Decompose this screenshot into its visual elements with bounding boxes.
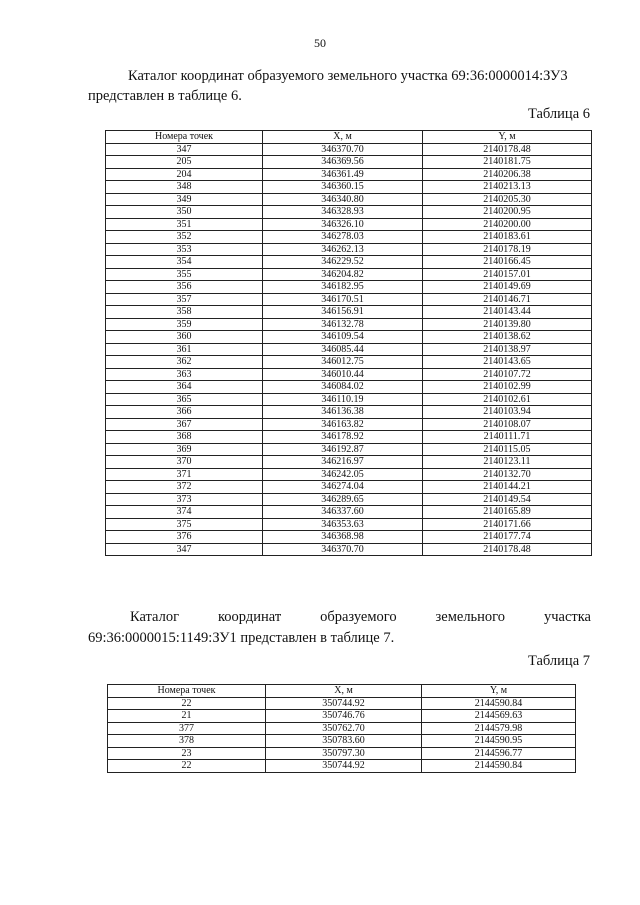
table-row [106,506,592,519]
coordinates-table-7 [107,684,576,773]
x-coordinate-cell: 350744.92 [266,697,422,710]
x-coordinate-cell: 346353.63 [263,518,423,531]
point-number-cell: 364 [106,381,263,394]
point-number-cell: 355 [106,268,263,281]
table-row [106,181,592,194]
x-coordinate-cell: 350783.60 [266,735,422,748]
table-header-row [106,131,592,144]
table-row [106,206,592,219]
y-coordinate-cell: 2144579.98 [422,722,576,735]
x-coordinate-cell: 346110.19 [263,393,423,406]
header-x: X, м [263,131,423,144]
y-coordinate-cell: 2140183.61 [423,231,592,244]
table-row [108,710,576,723]
x-coordinate-cell: 346370.70 [263,543,423,556]
table-row [106,468,592,481]
y-coordinate-cell: 2140178.48 [423,543,592,556]
point-number-cell: 22 [108,760,266,773]
x-coordinate-cell: 346262.13 [263,243,423,256]
point-number-cell: 347 [106,143,263,156]
x-coordinate-cell: 346109.54 [263,331,423,344]
section7-intro-line2: 69:36:0000015:1149:ЗУ1 представлен в таблице 7. [88,630,395,646]
point-number-cell: 366 [106,406,263,419]
y-coordinate-cell: 2140178.48 [423,143,592,156]
table-row [106,443,592,456]
x-coordinate-cell: 346136.38 [263,406,423,419]
y-coordinate-cell: 2140144.21 [423,481,592,494]
point-number-cell: 354 [106,256,263,269]
y-coordinate-cell: 2140206.38 [423,168,592,181]
table7-caption: Таблица 7 [527,653,590,669]
table6-body [106,143,592,556]
table-row [106,281,592,294]
point-number-cell: 361 [106,343,263,356]
section6-intro-line2: представлен в таблице 6. [88,88,242,104]
x-coordinate-cell: 346204.82 [263,268,423,281]
y-coordinate-cell: 2144590.95 [422,735,576,748]
point-number-cell: 351 [106,218,263,231]
y-coordinate-cell: 2140102.61 [423,393,592,406]
table-row [106,543,592,556]
y-coordinate-cell: 2140138.97 [423,343,592,356]
table-row [106,343,592,356]
table-row [106,531,592,544]
point-number-cell: 352 [106,231,263,244]
x-coordinate-cell: 346010.44 [263,368,423,381]
table-row [106,256,592,269]
table-row [106,493,592,506]
intro-word: земельного [435,609,506,625]
point-number-cell: 359 [106,318,263,331]
coordinates-table-6 [105,130,592,556]
y-coordinate-cell: 2140200.00 [423,218,592,231]
table-row [106,268,592,281]
point-number-cell: 371 [106,468,263,481]
y-coordinate-cell: 2140111.71 [423,431,592,444]
point-number-cell: 348 [106,181,263,194]
table-row [106,431,592,444]
header-y: Y, м [422,685,576,698]
y-coordinate-cell: 2140132.70 [423,468,592,481]
y-coordinate-cell: 2140149.54 [423,493,592,506]
y-coordinate-cell: 2140143.44 [423,306,592,319]
y-coordinate-cell: 2140157.01 [423,268,592,281]
x-coordinate-cell: 346178.92 [263,431,423,444]
point-number-cell: 370 [106,456,263,469]
y-coordinate-cell: 2144590.84 [422,760,576,773]
point-number-cell: 367 [106,418,263,431]
point-number-cell: 204 [106,168,263,181]
point-number-cell: 377 [108,722,266,735]
point-number-cell: 376 [106,531,263,544]
table-row [106,218,592,231]
x-coordinate-cell: 346369.56 [263,156,423,169]
x-coordinate-cell: 346085.44 [263,343,423,356]
x-coordinate-cell: 346278.03 [263,231,423,244]
y-coordinate-cell: 2140205.30 [423,193,592,206]
table-row [106,368,592,381]
point-number-cell: 362 [106,356,263,369]
table-row [106,306,592,319]
table7-body [108,697,576,772]
header-point-number: Номера точек [106,131,263,144]
point-number-cell: 23 [108,747,266,760]
y-coordinate-cell: 2140181.75 [423,156,592,169]
header-x: X, м [266,685,422,698]
x-coordinate-cell: 346084.02 [263,381,423,394]
table6-caption: Таблица 6 [527,106,590,122]
x-coordinate-cell: 346132.78 [263,318,423,331]
y-coordinate-cell: 2140165.89 [423,506,592,519]
point-number-cell: 375 [106,518,263,531]
table-row [106,456,592,469]
table-row [106,481,592,494]
table-row [106,418,592,431]
x-coordinate-cell: 346361.49 [263,168,423,181]
x-coordinate-cell: 346368.98 [263,531,423,544]
point-number-cell: 349 [106,193,263,206]
y-coordinate-cell: 2140138.62 [423,331,592,344]
x-coordinate-cell: 346337.60 [263,506,423,519]
x-coordinate-cell: 350762.70 [266,722,422,735]
section7-intro-line1 [130,607,591,627]
table-row [108,747,576,760]
table-row [106,406,592,419]
table-row [106,381,592,394]
x-coordinate-cell: 346274.04 [263,481,423,494]
x-coordinate-cell: 346370.70 [263,143,423,156]
point-number-cell: 21 [108,710,266,723]
x-coordinate-cell: 346289.65 [263,493,423,506]
x-coordinate-cell: 346156.91 [263,306,423,319]
y-coordinate-cell: 2140143.65 [423,356,592,369]
point-number-cell: 372 [106,481,263,494]
y-coordinate-cell: 2140177.74 [423,531,592,544]
point-number-cell: 353 [106,243,263,256]
y-coordinate-cell: 2140103.94 [423,406,592,419]
x-coordinate-cell: 346242.05 [263,468,423,481]
point-number-cell: 363 [106,368,263,381]
intro-word: образуемого [320,609,397,625]
table-row [108,760,576,773]
x-coordinate-cell: 346192.87 [263,443,423,456]
y-coordinate-cell: 2140171.66 [423,518,592,531]
intro-word: координат [218,609,282,625]
point-number-cell: 357 [106,293,263,306]
point-number-cell: 205 [106,156,263,169]
intro-word: участка [543,609,591,625]
y-coordinate-cell: 2140200.95 [423,206,592,219]
y-coordinate-cell: 2140107.72 [423,368,592,381]
y-coordinate-cell: 2144569.63 [422,710,576,723]
table-row [108,735,576,748]
table-row [106,356,592,369]
point-number-cell: 356 [106,281,263,294]
x-coordinate-cell: 350797.30 [266,747,422,760]
y-coordinate-cell: 2140115.05 [423,443,592,456]
point-number-cell: 369 [106,443,263,456]
y-coordinate-cell: 2140213.13 [423,181,592,194]
point-number-cell: 373 [106,493,263,506]
y-coordinate-cell: 2140166.45 [423,256,592,269]
table-header-row [108,685,576,698]
y-coordinate-cell: 2140139.80 [423,318,592,331]
y-coordinate-cell: 2140108.07 [423,418,592,431]
table-row [106,231,592,244]
header-y: Y, м [423,131,592,144]
point-number-cell: 22 [108,697,266,710]
header-point-number: Номера точек [108,685,266,698]
point-number-cell: 378 [108,735,266,748]
table-row [106,293,592,306]
y-coordinate-cell: 2144590.84 [422,697,576,710]
table-row [106,518,592,531]
table-row [106,243,592,256]
point-number-cell: 360 [106,331,263,344]
point-number-cell: 350 [106,206,263,219]
point-number-cell: 365 [106,393,263,406]
section6-intro-line1: Каталог координат образуемого земельного участка 69:36:0000014:ЗУ3 [128,68,568,84]
table-row [108,722,576,735]
table-row [106,393,592,406]
table-row [106,168,592,181]
table-row [106,331,592,344]
table-row [106,193,592,206]
y-coordinate-cell: 2144596.77 [422,747,576,760]
page-number: 50 [314,36,326,50]
x-coordinate-cell: 346328.93 [263,206,423,219]
y-coordinate-cell: 2140102.99 [423,381,592,394]
point-number-cell: 374 [106,506,263,519]
x-coordinate-cell: 346182.95 [263,281,423,294]
x-coordinate-cell: 346170.51 [263,293,423,306]
y-coordinate-cell: 2140123.11 [423,456,592,469]
x-coordinate-cell: 346340.80 [263,193,423,206]
intro-word: Каталог [130,609,180,625]
table-row [106,143,592,156]
y-coordinate-cell: 2140146.71 [423,293,592,306]
point-number-cell: 358 [106,306,263,319]
y-coordinate-cell: 2140149.69 [423,281,592,294]
x-coordinate-cell: 346163.82 [263,418,423,431]
x-coordinate-cell: 346229.52 [263,256,423,269]
x-coordinate-cell: 350746.76 [266,710,422,723]
x-coordinate-cell: 346360.15 [263,181,423,194]
x-coordinate-cell: 350744.92 [266,760,422,773]
x-coordinate-cell: 346216.97 [263,456,423,469]
table-row [106,318,592,331]
y-coordinate-cell: 2140178.19 [423,243,592,256]
x-coordinate-cell: 346326.10 [263,218,423,231]
point-number-cell: 347 [106,543,263,556]
table-row [106,156,592,169]
point-number-cell: 368 [106,431,263,444]
x-coordinate-cell: 346012.75 [263,356,423,369]
table-row [108,697,576,710]
